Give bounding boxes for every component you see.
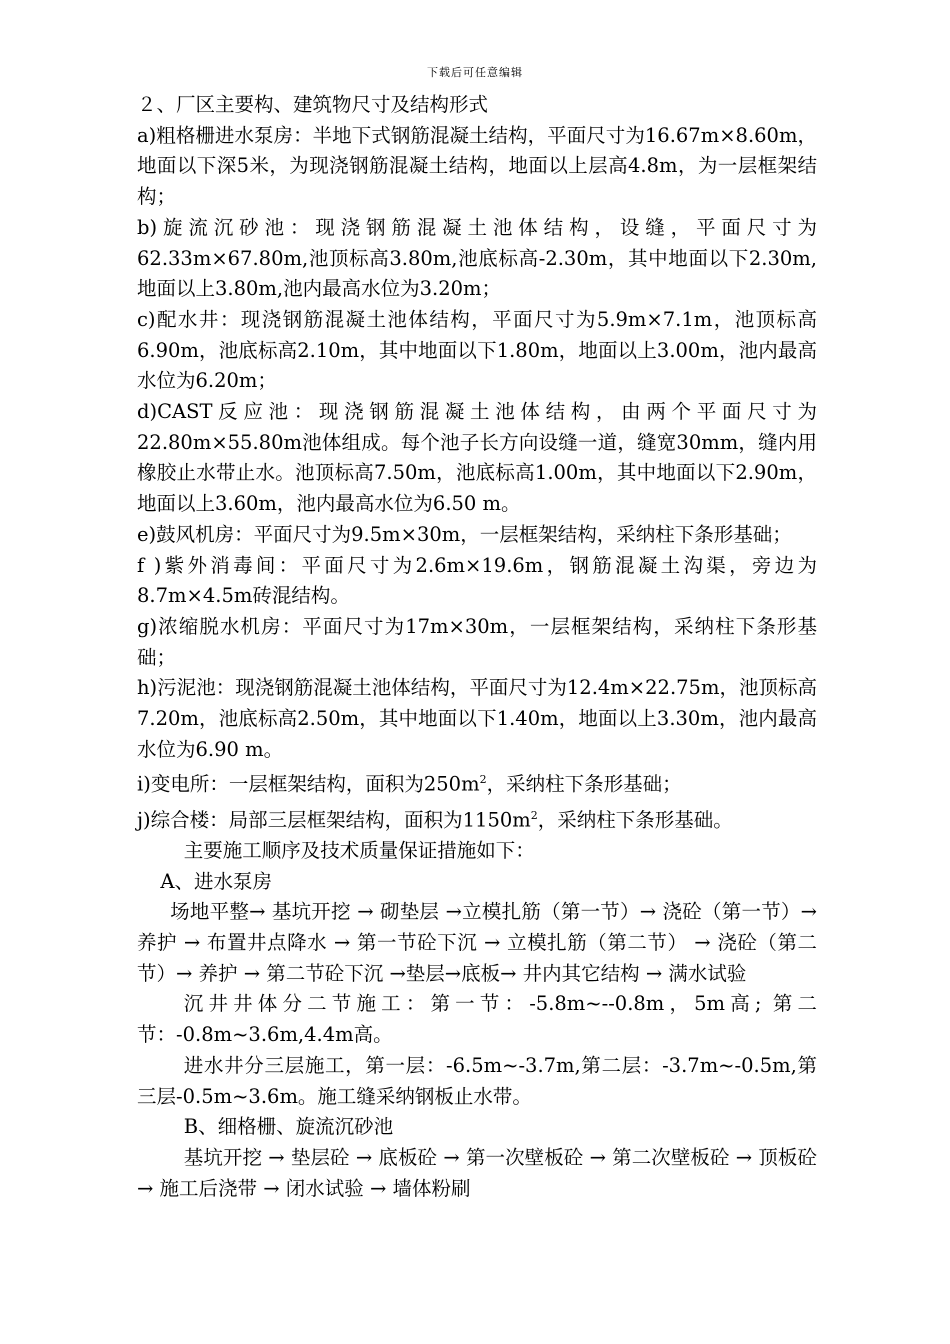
item-i-tail: ，采纳柱下条形基础； <box>486 772 682 796</box>
item-d: d)CAST反应池：现浇钢筋混凝土池体结构，由两个平面尺寸为22.80m×55.80m池体组成。每个池子长方向设缝一道，缝宽30mm，缝内用橡胶止水带止水。池顶标高7.50m，池底标高1.00m，其中地面以下2.90m，地面以上3.60m，池内最高水位为6.50 m。 <box>137 400 817 516</box>
item-b: b)旋流沉砂池：现浇钢筋混凝土池体结构，设缝，平面尺寸为62.33m×67.80m,池顶标高3.80m,池底标高-2.30m，其中地面以下2.30m,地面以上3.80m,池内最高水位为3.20m； <box>137 215 817 301</box>
section-a-heading: A、进水泵房 <box>160 869 272 893</box>
item-h: h)污泥池：现浇钢筋混凝土池体结构，平面尺寸为12.4m×22.75m，池顶标高7.20m，池底标高2.50m，其中地面以下1.40m，地面以上3.30m，池内最高水位为6.90 m。 <box>137 676 817 761</box>
section-b-heading: B、细格栅、旋流沉砂池 <box>183 1115 394 1139</box>
section-b-flow: 基坑开挖 → 垫层砼 → 底板砼 → 第一次壁板砼 → 第二次壁板砼 → 顶板砼 → 施工后浇带 → 闭水试验 → 墙体粉刷 <box>137 1145 817 1200</box>
download-note: 下载后可任意编辑 <box>427 66 523 79</box>
section-title: ２、厂区主要构、建筑物尺寸及结构形式 <box>137 93 489 116</box>
document-body <box>137 90 817 1204</box>
item-c: c)配水井：现浇钢筋混凝土池体结构，平面尺寸为5.9m×7.1m，池顶标高6.90m，池底标高2.10m，其中地面以下1.80m，地面以上3.00m，池内最高水位为6.20m； <box>137 307 817 393</box>
item-e: e)鼓风机房：平面尺寸为9.5m×30m，一层框架结构，采纳柱下条形基础； <box>137 522 792 546</box>
item-i-superscript: 2 <box>479 773 487 787</box>
item-i-text: i)变电所：一层框架结构，面积为250m <box>137 772 480 796</box>
item-i <box>137 765 817 800</box>
item-j <box>137 801 817 836</box>
measures-heading: 主要施工顺序及技术质量保证措施如下： <box>183 838 535 862</box>
item-j-text: j)综合楼：局部三层框架结构，面积为1150m <box>137 808 531 832</box>
item-j-superscript: 2 <box>530 808 538 822</box>
item-a: a)粗格栅进水泵房：半地下式钢筋混凝土结构，平面尺寸为16.67m×8.60m，地面以下深5米，为现浇钢筋混凝土结构，地面以上层高4.8m，为一层框架结构； <box>137 123 817 209</box>
section-a-paragraph-2: 进水井分三层施工，第一层：-6.5m~-3.7m,第二层：-3.7m~-0.5m,第三层-0.5m~3.6m。施工缝采纳钢板止水带。 <box>137 1053 817 1108</box>
item-j-tail: ，采纳柱下条形基础。 <box>537 808 733 832</box>
item-f: f )紫外消毒间：平面尺寸为2.6m×19.6m，钢筋混凝土沟渠，旁边为8.7m×4.5m砖混结构。 <box>137 553 817 608</box>
section-a-flow: 场地平整→ 基坑开挖 → 砌垫层 →立模扎筋（第一节）→ 浇砼（第一节）→ 养护 → 布置井点降水 → 第一节砼下沉 → 立模扎筋（第二节） → 浇砼（第二节）→ 养护 → 第二节砼下沉 →垫层→底板→ 井内其它结构 → 满水试验 <box>137 900 817 985</box>
item-g: g)浓缩脱水机房：平面尺寸为17m×30m，一层框架结构，采纳柱下条形基础； <box>137 614 817 669</box>
section-a-paragraph-1: 沉井井体分二节施工：第一节：-5.8m~--0.8m，5m高; 第二节：-0.8m~3.6m,4.4m高。 <box>137 992 817 1047</box>
